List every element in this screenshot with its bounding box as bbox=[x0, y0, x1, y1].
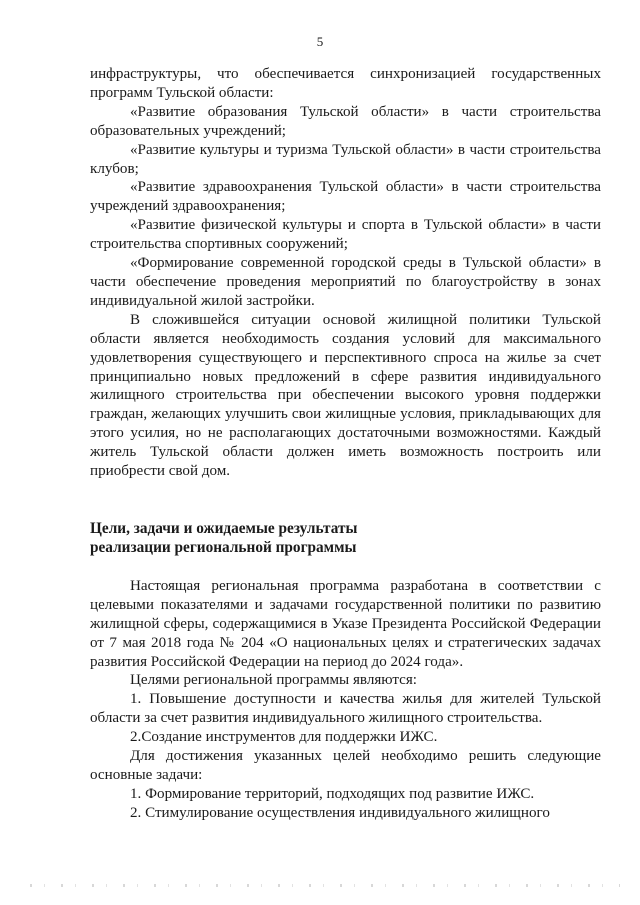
page-number: 5 bbox=[316, 34, 324, 49]
paragraph-tasks-intro: Для достижения указанных целей необходимо решить следующие основные задачи: bbox=[90, 748, 601, 783]
paragraph-program-healthcare: «Развитие здравоохранения Тульской области» в части строительства учреждений здравоохранения; bbox=[90, 179, 601, 215]
list-item-task-1: 1. Формирование территорий, подходящих под развитие ИЖС. bbox=[130, 785, 535, 802]
list-item-goal-1: 1. Повышение доступности и качества жилья для жителей Тульской области за счет развития индивидуального жилищного строительства. bbox=[90, 691, 601, 727]
list-item-goal-2: 2.Создание инструментов для поддержки ИЖС. bbox=[130, 729, 438, 746]
paragraph-program-basis: Настоящая региональная программа разработана в соответствии с целевыми показателями и задачами государственной политики по развитию жилищной сферы, содержащимися в Указе Президента Российской Федерации от 7 мая 2018 года № 204 «О национальных целях и стратегических задачах развития Российской Федерации на период до 2024 года». bbox=[90, 577, 601, 670]
paragraph-program-sport: «Развитие физической культуры и спорта в Тульской области» в части строительства спортивных сооружений; bbox=[90, 217, 601, 253]
scan-artifact-line bbox=[30, 884, 620, 887]
paragraph-housing-policy: В сложившейся ситуации основой жилищной политики Тульской области является необходимость создания условий для максимального удовлетворения существующего и перспективного спроса на жилье за счет принципиально новых предложений в сфере развития индивидуального жилищного строительства при обеспечении высокого уровня поддержки граждан, желающих улучшить свои жилищные условия, прикладывающих для этого усилия, но не располагающих достаточными возможностями. Каждый житель Тульской области должен иметь возможность построить или приобрести свой дом. bbox=[90, 311, 601, 480]
paragraph-program-culture: «Развитие культуры и туризма Тульской области» в части строительства клубов; bbox=[90, 141, 601, 177]
paragraph-program-education: «Развитие образования Тульской области» в части строительства образовательных учреждений; bbox=[90, 103, 601, 139]
section-heading-line-1: Цели, задачи и ожидаемые результаты bbox=[90, 519, 358, 537]
list-item-task-2: 2. Стимулирование осуществления индивидуального жилищного bbox=[130, 804, 550, 821]
paragraph-infrastructure: инфраструктуры, что обеспечивается синхронизацией государственных программ Тульской области: bbox=[90, 66, 601, 101]
document-body bbox=[90, 65, 601, 823]
paragraph-goals-intro: Целями региональной программы являются: bbox=[130, 672, 418, 689]
section-heading-line-2: реализации региональной программы bbox=[90, 538, 357, 556]
paragraph-program-urban-environment: «Формирование современной городской среды в Тульской области» в части обеспечение проведения мероприятий по благоустройству в зонах индивидуальной жилой застройки. bbox=[90, 255, 601, 309]
